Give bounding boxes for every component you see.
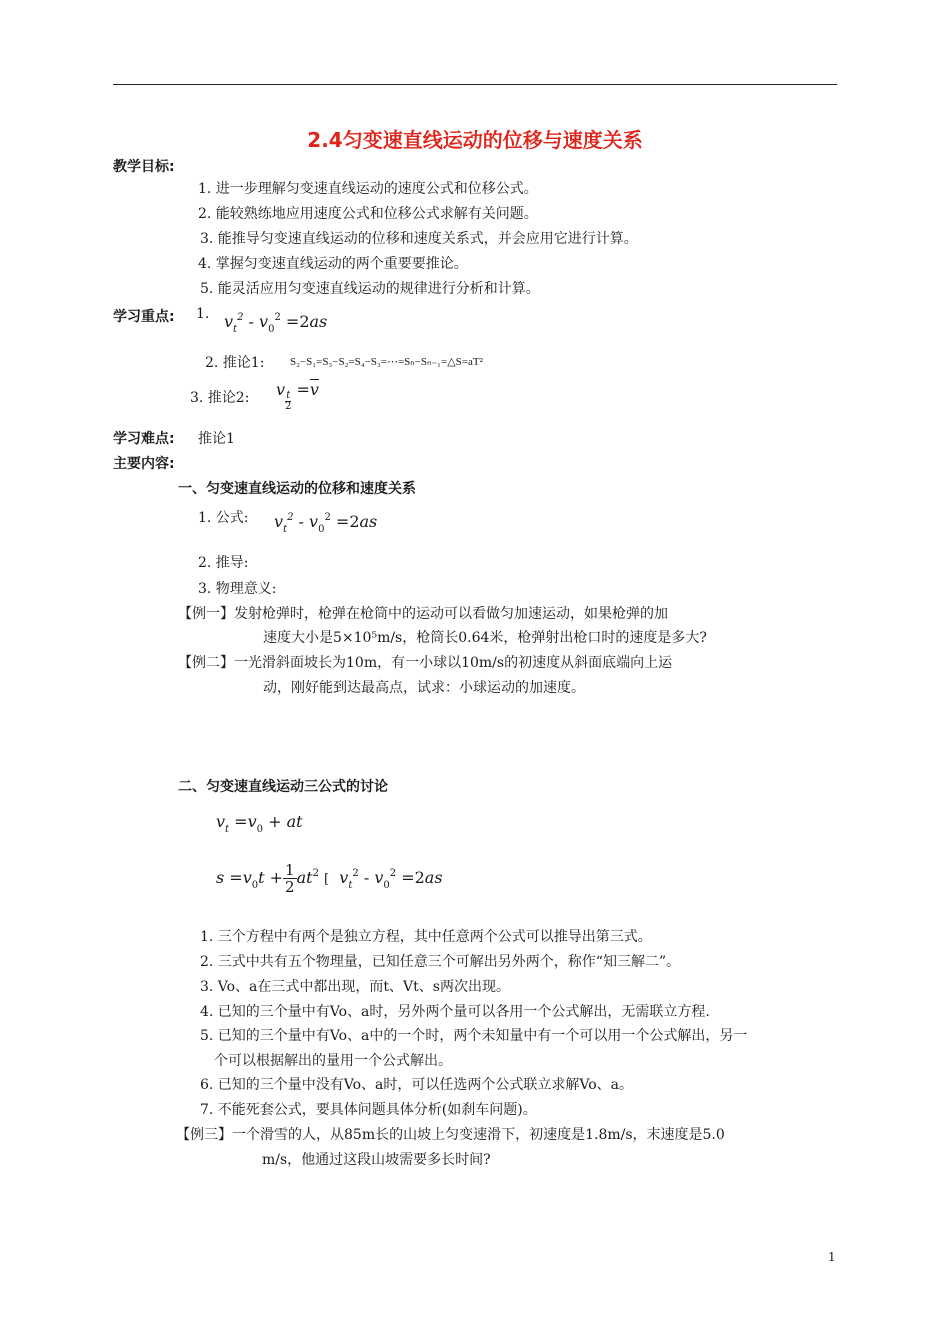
difficulty-heading: 学习难点: (113, 431, 175, 447)
objective-item: 3. 能推导匀变速直线运动的位移和速度关系式，并会应用它进行计算。 (200, 231, 638, 247)
objective-item: 4. 掌握匀变速直线运动的两个重要要推论。 (198, 256, 468, 272)
formula-label: 1. 公式: (198, 510, 249, 526)
velocity-displacement-formula: $v_t^2 - v_0^2 =2as$ (224, 312, 328, 335)
example1-text: 【例一】发射枪弹时，枪弹在枪筒中的运动可以看做匀加速运动，如果枪弹的加 (178, 606, 668, 622)
section1-heading: 一、匀变速直线运动的位移和速度关系 (178, 481, 416, 497)
objectives-heading: 教学目标: (113, 159, 175, 175)
page-number: 1 (828, 1250, 836, 1264)
difficulty-text: 推论1 (198, 431, 235, 447)
velocity-formula: $v_t =v_0$ + at (216, 812, 303, 835)
discussion-point: 个可以根据解出的量用一个公式解出。 (214, 1053, 452, 1069)
key-points-heading: 学习重点: (113, 309, 175, 325)
discussion-point: 5. 已知的三个量中有Vo、a中的一个时，两个未知量中有一个可以用一个公式解出，另一 (200, 1028, 748, 1044)
example3-text: 【例三】一个滑雪的人，从85m长的山坡上匀变速滑下，初速度是1.8m/s，末速度是5.0 (176, 1127, 725, 1143)
derivation-label: 2. 推导: (198, 555, 249, 571)
discussion-point: 6. 已知的三个量中没有Vo、a时，可以任选两个公式联立求解Vo、a。 (200, 1077, 634, 1093)
page-title: 2.4匀变速直线运动的位移与速度关系 (307, 128, 643, 152)
header-rule (113, 84, 837, 85)
inference2-formula: v $\frac{t}{2}$ $=\overline{v}$ (276, 380, 319, 412)
objective-item: 5. 能灵活应用匀变速直线运动的规律进行分析和计算。 (200, 281, 540, 297)
key-point-label: 2. 推论1: (205, 355, 265, 371)
example2-text: 【例二】一光滑斜面坡长为10m，有一小球以10m/s的初速度从斜面底端向上运 (178, 655, 673, 671)
key-point-label: 3. 推论2: (190, 390, 250, 406)
example1-text: 速度大小是5×10⁵m/s，枪筒长0.64米，枪弹射出枪口时的速度是多大? (263, 630, 707, 646)
velocity-displacement-formula: $v_t^2 - v_0^2 =2as$ (274, 512, 378, 535)
discussion-point: 7. 不能死套公式，要具体问题具体分析(如刹车问题)。 (200, 1102, 537, 1118)
key-point-label: 1. (196, 306, 210, 322)
objective-item: 2. 能较熟练地应用速度公式和位移公式求解有关问题。 (198, 206, 538, 222)
discussion-point: 2. 三式中共有五个物理量，已知任意三个可解出另外两个，称作“知三解二”。 (200, 954, 681, 970)
section2-heading: 二、匀变速直线运动三公式的讨论 (178, 779, 388, 795)
discussion-point: 4. 已知的三个量中有Vo、a时，另外两个量可以各用一个公式解出，无需联立方程. (200, 1004, 710, 1020)
objective-item: 1. 进一步理解匀变速直线运动的速度公式和位移公式。 (198, 181, 538, 197)
displacement-formula: $s =v_0t$ + $\frac{1}{2}$ $at^2$ [ $v_t^2 - v_0^2 =2as$ (216, 861, 443, 896)
meaning-label: 3. 物理意义: (198, 581, 277, 597)
main-content-heading: 主要内容: (113, 456, 175, 472)
inference1-formula: S₂−S₁=S₃−S₂=S₄−S₃=⋯=Sₙ−Sₙ₋₁=△S=aT² (290, 356, 483, 368)
discussion-point: 3. Vo、a在三式中都出现，而t、Vt、s两次出现。 (200, 979, 510, 995)
example2-text: 动，刚好能到达最高点，试求：小球运动的加速度。 (263, 680, 585, 696)
discussion-point: 1. 三个方程中有两个是独立方程，其中任意两个公式可以推导出第三式。 (200, 929, 652, 945)
example3-text: m/s，他通过这段山坡需要多长时间? (262, 1152, 491, 1168)
